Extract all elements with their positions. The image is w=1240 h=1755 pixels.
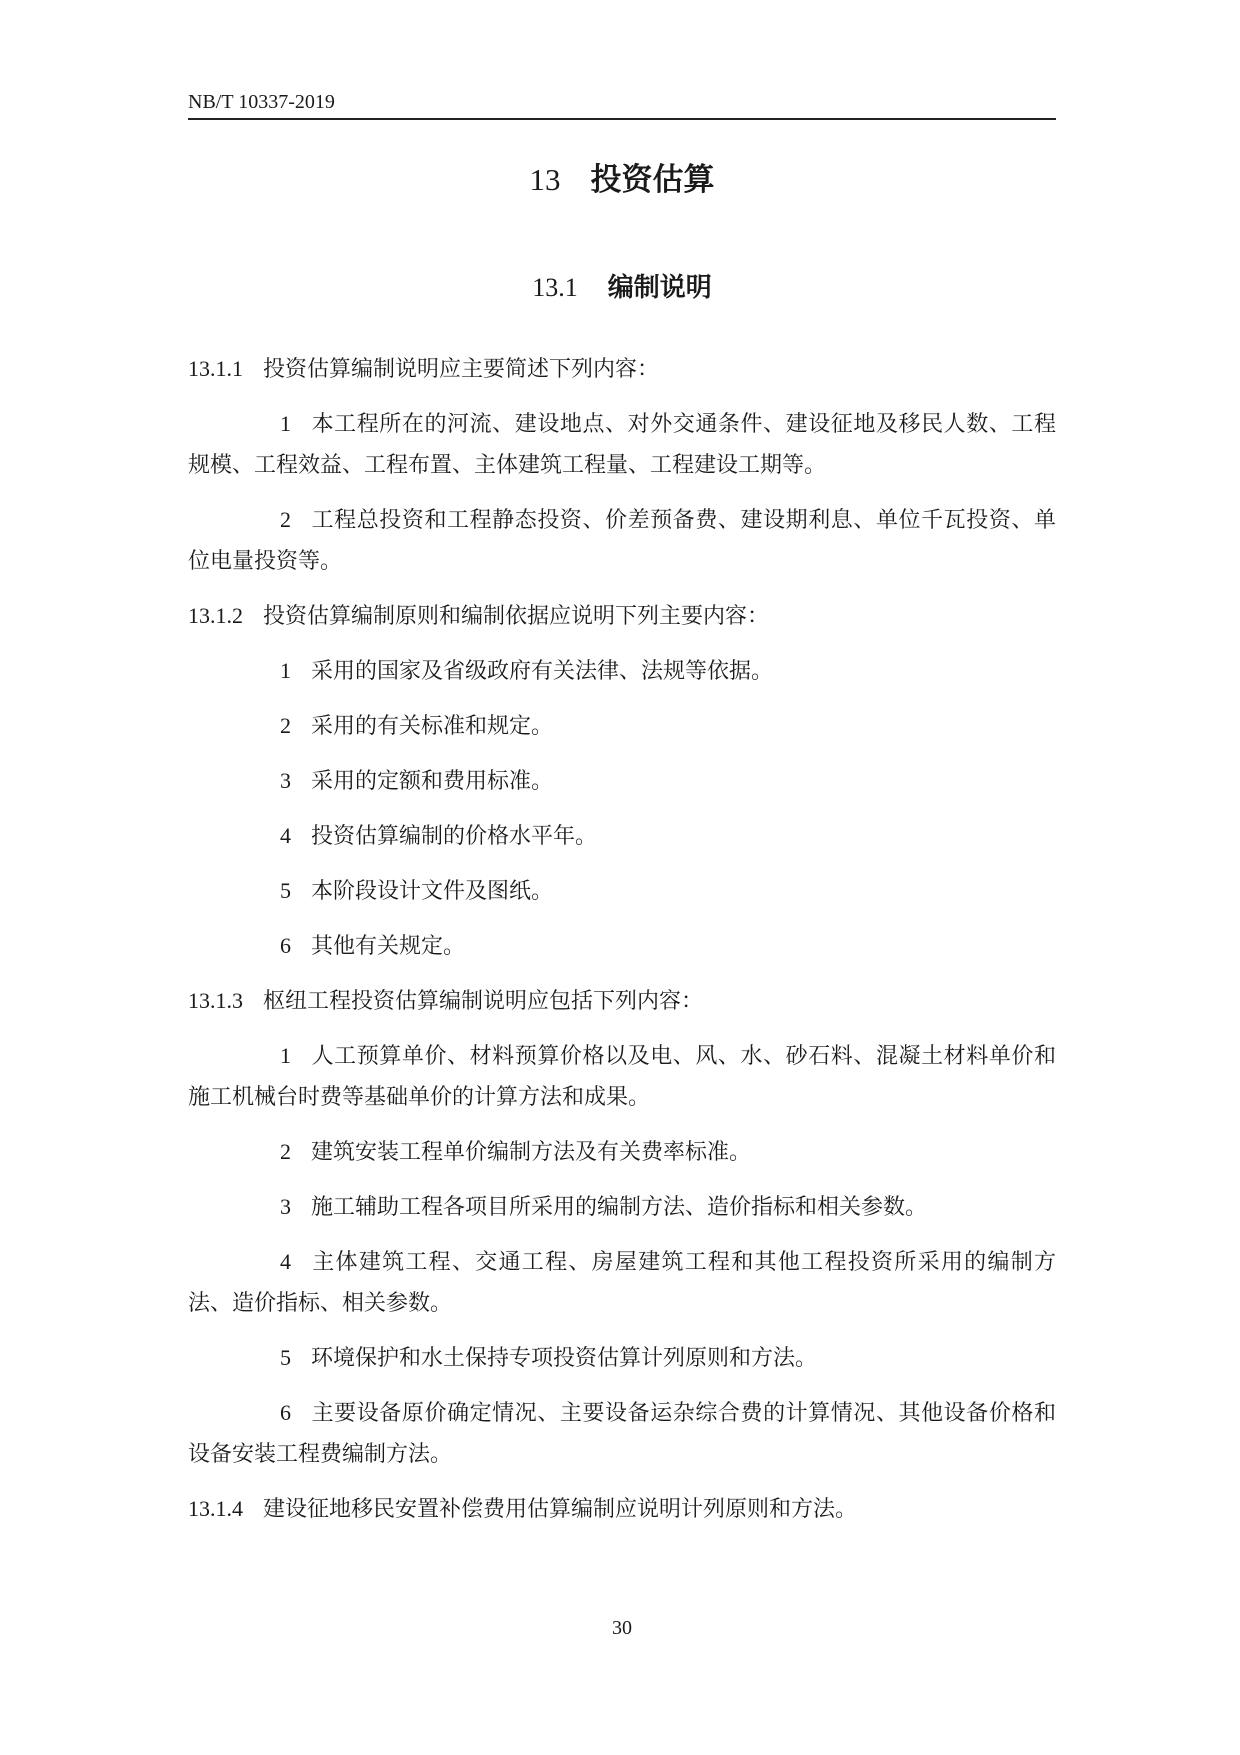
clause-13-1-3 — [188, 980, 1056, 1022]
item-text: 投资估算编制的价格水平年。 — [311, 824, 598, 849]
list-item — [188, 760, 1056, 802]
item-number: 5 — [280, 1345, 291, 1370]
document-body — [188, 348, 1056, 1543]
item-text: 采用的国家及省级政府有关法律、法规等依据。 — [311, 659, 774, 684]
clause-13-1-4 — [188, 1488, 1056, 1530]
list-item — [188, 1241, 1056, 1324]
item-number: 4 — [280, 823, 291, 848]
page-number: 30 — [612, 1617, 632, 1639]
list-item — [188, 870, 1056, 912]
chapter-title-text: 投资估算 — [590, 162, 715, 198]
item-text: 采用的定额和费用标准。 — [311, 769, 554, 794]
page-header — [188, 90, 1056, 120]
list-item — [188, 815, 1056, 857]
item-text: 建筑安装工程单价编制方法及有关费率标准。 — [311, 1140, 752, 1165]
list-item — [188, 650, 1056, 692]
item-number: 1 — [280, 411, 291, 436]
item-text: 人工预算单价、材料预算价格以及电、风、水、砂石料、混凝土材料单价和施工机械台时费等基础单价的计算方法和成果。 — [188, 1044, 1056, 1110]
clause-number: 13.1.3 — [188, 988, 243, 1013]
item-text: 采用的有关标准和规定。 — [311, 714, 554, 739]
clause-number: 13.1.4 — [188, 1496, 243, 1521]
list-item — [188, 1035, 1056, 1118]
item-text: 主要设备原价确定情况、主要设备运杂综合费的计算情况、其他设备价格和设备安装工程费编制方法。 — [188, 1401, 1056, 1467]
item-number: 6 — [280, 933, 291, 958]
chapter-number: 13 — [529, 162, 561, 197]
item-number: 3 — [280, 1194, 291, 1219]
item-number: 1 — [280, 658, 291, 683]
item-number: 2 — [280, 1139, 291, 1164]
clause-number: 13.1.1 — [188, 356, 243, 381]
item-number: 6 — [280, 1400, 291, 1425]
chapter-title — [188, 160, 1056, 200]
item-number: 2 — [280, 507, 291, 532]
list-item — [188, 1186, 1056, 1228]
list-item — [188, 403, 1056, 486]
section-title — [188, 270, 1056, 306]
clause-text: 投资估算编制原则和编制依据应说明下列主要内容： — [263, 604, 770, 629]
list-item — [188, 1131, 1056, 1173]
item-text: 工程总投资和工程静态投资、价差预备费、建设期利息、单位千瓦投资、单位电量投资等。 — [188, 508, 1056, 574]
section-number: 13.1 — [532, 273, 578, 302]
item-text: 其他有关规定。 — [311, 934, 466, 959]
clause-13-1-1 — [188, 348, 1056, 390]
list-item — [188, 1392, 1056, 1475]
list-item — [188, 925, 1056, 967]
item-number: 3 — [280, 768, 291, 793]
standard-code: NB/T 10337-2019 — [188, 91, 335, 113]
list-item — [188, 705, 1056, 747]
item-number: 2 — [280, 713, 291, 738]
clause-text: 投资估算编制说明应主要简述下列内容： — [263, 357, 660, 382]
item-number: 5 — [280, 878, 291, 903]
list-item — [188, 1337, 1056, 1379]
clause-text: 建设征地移民安置补偿费用估算编制应说明计列原则和方法。 — [263, 1497, 858, 1522]
item-text: 本阶段设计文件及图纸。 — [311, 879, 554, 904]
item-text: 环境保护和水土保持专项投资估算计列原则和方法。 — [311, 1346, 818, 1371]
item-number: 4 — [280, 1249, 291, 1274]
list-item — [188, 499, 1056, 582]
item-text: 主体建筑工程、交通工程、房屋建筑工程和其他工程投资所采用的编制方法、造价指标、相关参数。 — [188, 1250, 1056, 1316]
item-number: 1 — [280, 1043, 291, 1068]
item-text: 施工辅助工程各项目所采用的编制方法、造价指标和相关参数。 — [311, 1195, 928, 1220]
clause-13-1-2 — [188, 595, 1056, 637]
item-text: 本工程所在的河流、建设地点、对外交通条件、建设征地及移民人数、工程规模、工程效益、工程布置、主体建筑工程量、工程建设工期等。 — [188, 412, 1056, 478]
clause-number: 13.1.2 — [188, 603, 243, 628]
clause-text: 枢纽工程投资估算编制说明应包括下列内容： — [263, 989, 704, 1014]
section-title-text: 编制说明 — [607, 273, 712, 303]
